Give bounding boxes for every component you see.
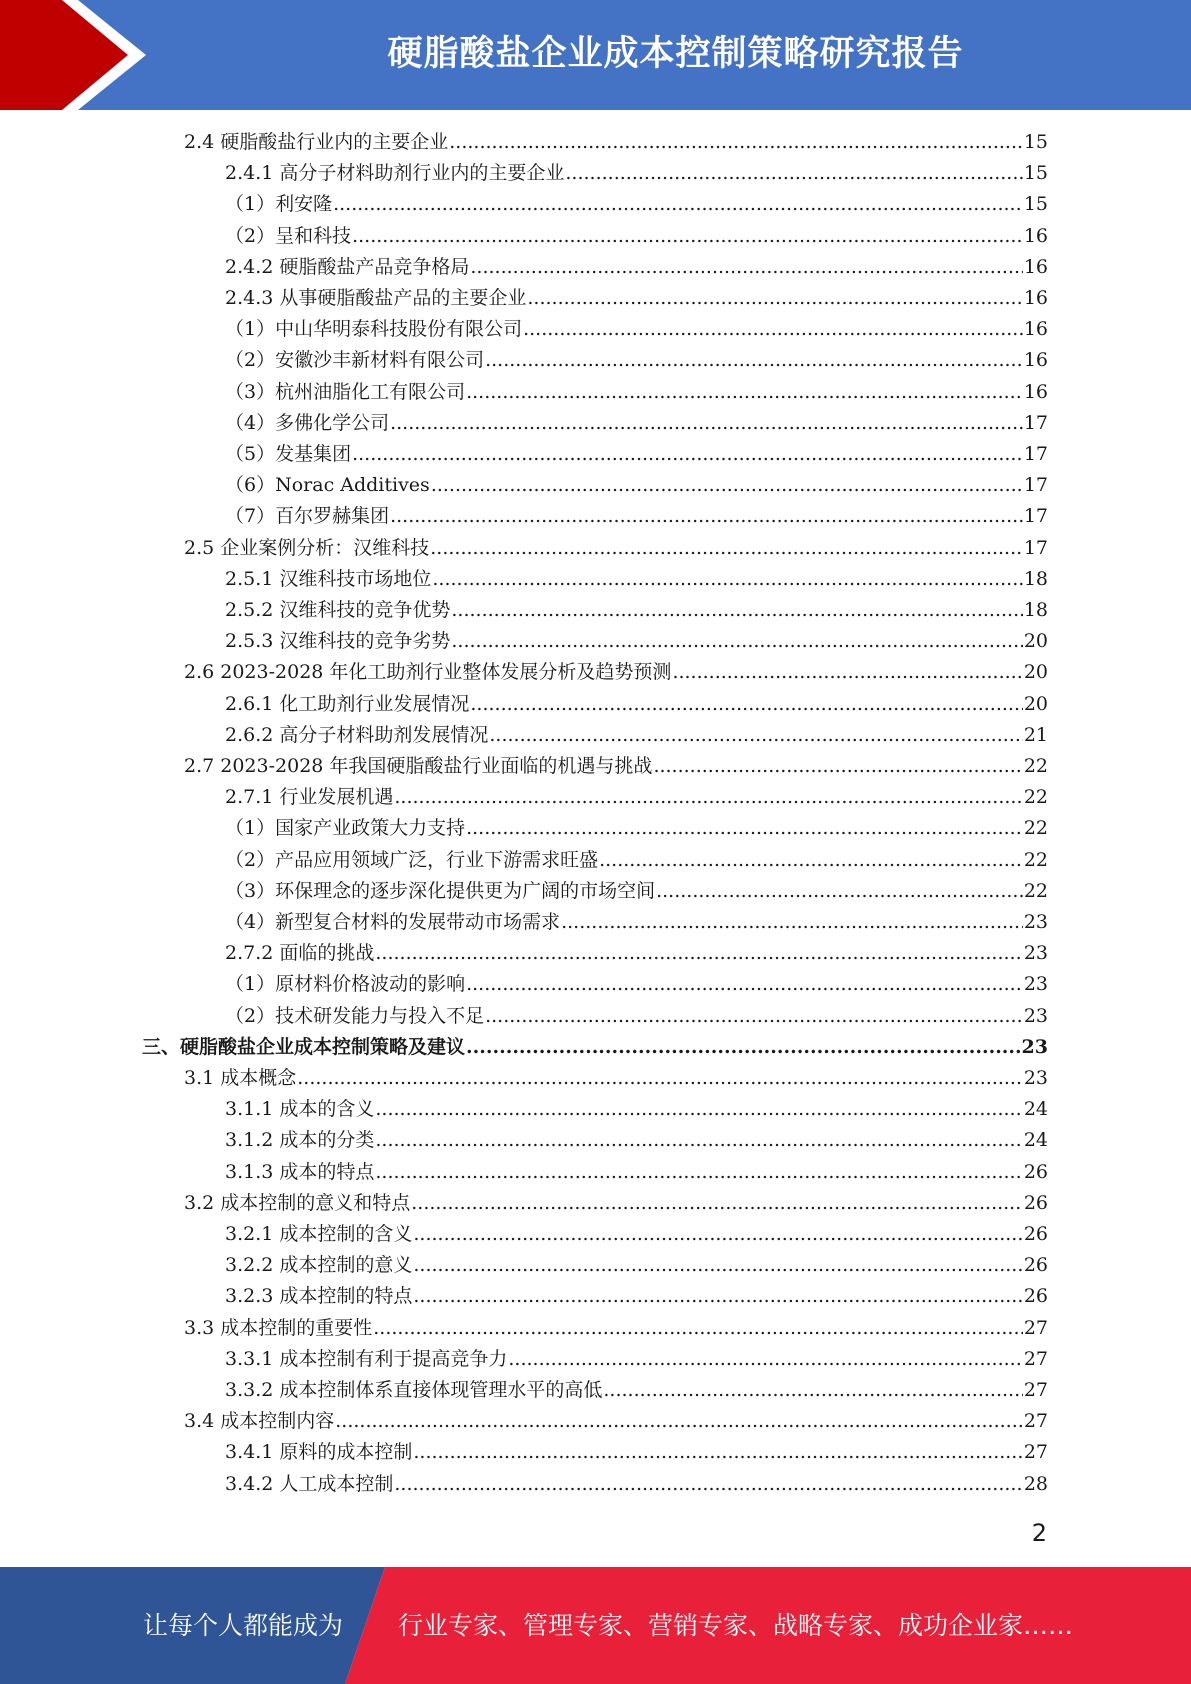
toc-entry-label: 2.4 硬脂酸盐行业内的主要企业 bbox=[184, 131, 449, 153]
toc-entry[interactable] bbox=[225, 345, 1048, 376]
toc-entry-label: 2.6.2 高分子材料助剂发展情况 bbox=[225, 723, 489, 746]
footer-slogan-right: 行业专家、管理专家、营销专家、战略专家、成功企业家…… bbox=[398, 1611, 1074, 1640]
toc-entry-label: （1）国家产业政策大力支持 bbox=[225, 817, 466, 840]
toc-dot-leader bbox=[451, 595, 1022, 626]
toc-entry[interactable] bbox=[225, 408, 1048, 439]
toc-entry[interactable] bbox=[225, 938, 1048, 969]
toc-entry-page: 22 bbox=[1023, 848, 1048, 871]
toc-entry-label: （2）安徽沙丰新材料有限公司 bbox=[225, 349, 485, 372]
toc-dot-leader bbox=[413, 1250, 1022, 1281]
toc-entry-page: 24 bbox=[1023, 1129, 1048, 1152]
toc-entry-page: 26 bbox=[1023, 1285, 1048, 1308]
toc-dot-leader bbox=[466, 969, 1023, 1000]
toc-entry[interactable] bbox=[225, 501, 1048, 532]
toc-entry-page: 20 bbox=[1023, 630, 1048, 653]
toc-entry[interactable] bbox=[225, 595, 1048, 626]
toc-entry-page: 17 bbox=[1023, 443, 1048, 465]
toc-entry[interactable] bbox=[184, 127, 1048, 158]
footer-slogan-left: 让每个人都能成为 bbox=[143, 1611, 344, 1640]
toc-entry[interactable] bbox=[225, 720, 1048, 751]
toc-dot-leader bbox=[523, 314, 1023, 345]
toc-entry-page: 26 bbox=[1023, 1254, 1048, 1277]
toc-entry-label: 2.6.1 化工助剂行业发展情况 bbox=[225, 692, 470, 715]
page-number: 2 bbox=[1031, 1519, 1047, 1547]
toc-entry-label: 3.2.2 成本控制的意义 bbox=[225, 1254, 413, 1277]
toc-entry-label: （4）新型复合材料的发展带动市场需求 bbox=[225, 911, 561, 933]
toc-entry-label: （1）利安隆 bbox=[225, 193, 333, 216]
toc-entry-label: 2.5.3 汉维科技的竞争劣势 bbox=[225, 630, 451, 653]
toc-entry-page: 17 bbox=[1023, 536, 1048, 559]
toc-dot-leader bbox=[603, 1375, 1022, 1406]
toc-entry[interactable] bbox=[184, 1188, 1048, 1219]
toc-dot-leader bbox=[508, 1344, 1022, 1375]
toc-entry-page: 23 bbox=[1023, 942, 1048, 965]
toc-entry-page: 16 bbox=[1023, 349, 1048, 372]
toc-entry-label: （3）环保理念的逐步深化提供更为广阔的市场空间 bbox=[225, 879, 656, 902]
toc-entry[interactable] bbox=[225, 907, 1048, 938]
toc-entry[interactable] bbox=[225, 158, 1048, 189]
toc-entry[interactable] bbox=[225, 314, 1048, 345]
toc-entry[interactable] bbox=[225, 689, 1048, 720]
toc-entry-label: 2.5 企业案例分析：汉维科技 bbox=[184, 536, 430, 559]
toc-dot-leader bbox=[352, 439, 1023, 470]
toc-dot-leader bbox=[485, 345, 1023, 376]
toc-entry[interactable] bbox=[225, 1157, 1048, 1188]
toc-dot-leader bbox=[656, 876, 1023, 907]
toc-entry-page: 15 bbox=[1023, 131, 1048, 153]
toc-entry-page: 27 bbox=[1023, 1316, 1048, 1339]
toc-dot-leader bbox=[485, 1001, 1023, 1032]
toc-entry-label: 2.5.1 汉维科技市场地位 bbox=[225, 567, 432, 590]
toc-entry-page: 26 bbox=[1023, 1160, 1048, 1183]
toc-entry-page: 27 bbox=[1023, 1441, 1048, 1464]
toc-entry-page: 28 bbox=[1023, 1472, 1048, 1495]
toc-entry[interactable] bbox=[225, 1469, 1048, 1500]
toc-entry-page: 26 bbox=[1023, 1223, 1048, 1245]
toc-entry-label: 3.3.1 成本控制有利于提高竞争力 bbox=[225, 1347, 508, 1370]
toc-entry[interactable] bbox=[225, 1344, 1048, 1375]
toc-entry-page: 16 bbox=[1023, 224, 1048, 247]
toc-entry[interactable] bbox=[225, 221, 1048, 252]
toc-entry[interactable] bbox=[225, 1375, 1048, 1406]
toc-dot-leader bbox=[599, 845, 1023, 876]
toc-dot-leader bbox=[352, 221, 1023, 252]
toc-entry-label: 2.4.2 硬脂酸盐产品竞争格局 bbox=[225, 255, 470, 278]
toc-entry-label: 3.3.2 成本控制体系直接体现管理水平的高低 bbox=[225, 1379, 603, 1401]
toc-dot-leader bbox=[672, 657, 1022, 688]
toc-entry[interactable] bbox=[184, 751, 1048, 782]
toc-dot-leader bbox=[466, 1032, 1021, 1063]
toc-entry-page: 23 bbox=[1023, 1067, 1048, 1089]
toc-dot-leader bbox=[561, 907, 1023, 938]
toc-entry-label: （1）中山华明泰科技股份有限公司 bbox=[225, 318, 523, 341]
toc-entry[interactable] bbox=[225, 813, 1048, 844]
toc-dot-leader bbox=[297, 1063, 1023, 1094]
report-title: 硬脂酸盐企业成本控制策略研究报告 bbox=[387, 34, 964, 74]
toc-entry-label: （6）Norac Additives bbox=[225, 474, 430, 497]
toc-entry-label: （5）发基集团 bbox=[225, 443, 352, 465]
toc-dot-leader bbox=[411, 1188, 1023, 1219]
toc-entry-page: 18 bbox=[1023, 599, 1048, 621]
toc-dot-leader bbox=[373, 1313, 1023, 1344]
toc-entry-label: （4）多佛化学公司 bbox=[225, 411, 390, 434]
toc-entry-label: （7）百尔罗赫集团 bbox=[225, 505, 390, 528]
toc-entry-label: （2）产品应用领域广泛，行业下游需求旺盛 bbox=[225, 848, 599, 871]
toc-dot-leader bbox=[466, 377, 1023, 408]
toc-entry[interactable] bbox=[225, 252, 1048, 283]
toc-entry-label: 3.2 成本控制的意义和特点 bbox=[184, 1191, 411, 1214]
toc-entry[interactable] bbox=[142, 1032, 1048, 1063]
toc-dot-leader bbox=[375, 938, 1022, 969]
toc-dot-leader bbox=[470, 252, 1022, 283]
toc-dot-leader bbox=[335, 1406, 1023, 1437]
toc-dot-leader bbox=[432, 564, 1022, 595]
toc-entry-label: 3.1.1 成本的含义 bbox=[225, 1098, 375, 1121]
toc-dot-leader bbox=[466, 813, 1023, 844]
toc-entry-label: （2）呈和科技 bbox=[225, 224, 352, 247]
toc-entry-page: 22 bbox=[1023, 879, 1048, 902]
toc-dot-leader bbox=[449, 127, 1023, 158]
toc-dot-leader bbox=[527, 283, 1022, 314]
toc-entry-label: 2.4.1 高分子材料助剂行业内的主要企业 bbox=[225, 162, 565, 185]
toc-entry[interactable] bbox=[225, 626, 1048, 657]
toc-entry[interactable] bbox=[184, 1063, 1048, 1094]
toc-entry-page: 15 bbox=[1023, 193, 1048, 216]
toc-entry-label: 3.1 成本概念 bbox=[184, 1067, 297, 1089]
toc-dot-leader bbox=[565, 158, 1022, 189]
toc-entry[interactable] bbox=[225, 377, 1048, 408]
toc-entry-page: 22 bbox=[1023, 786, 1048, 809]
toc-entry[interactable] bbox=[184, 657, 1048, 688]
toc-entry[interactable] bbox=[225, 845, 1048, 876]
toc-entry-page: 23 bbox=[1021, 1035, 1048, 1058]
toc-entry-page: 22 bbox=[1023, 817, 1048, 840]
toc-entry-page: 27 bbox=[1023, 1379, 1048, 1401]
toc-entry-page: 26 bbox=[1023, 1191, 1048, 1214]
toc-entry-page: 17 bbox=[1023, 411, 1048, 434]
toc-entry[interactable] bbox=[225, 1001, 1048, 1032]
toc-entry-label: 2.7 2023-2028 年我国硬脂酸盐行业面临的机遇与挑战 bbox=[184, 755, 653, 777]
toc-entry-page: 16 bbox=[1023, 287, 1048, 309]
toc-entry-label: 2.6 2023-2028 年化工助剂行业整体发展分析及趋势预测 bbox=[184, 661, 672, 684]
toc-entry[interactable] bbox=[184, 1313, 1048, 1344]
toc-dot-leader bbox=[413, 1219, 1022, 1250]
toc-entry[interactable] bbox=[184, 533, 1048, 564]
toc-entry[interactable] bbox=[225, 189, 1048, 220]
toc-dot-leader bbox=[653, 751, 1022, 782]
toc-entry-label: 2.4.3 从事硬脂酸盐产品的主要企业 bbox=[225, 287, 527, 309]
toc-entry-page: 16 bbox=[1023, 380, 1048, 403]
toc-entry-label: 2.5.2 汉维科技的竞争优势 bbox=[225, 599, 451, 621]
toc-dot-leader bbox=[489, 720, 1022, 751]
toc-entry-label: 3.2.1 成本控制的含义 bbox=[225, 1223, 413, 1245]
toc-dot-leader bbox=[375, 1094, 1022, 1125]
toc-entry-page: 20 bbox=[1023, 692, 1048, 715]
toc-dot-leader bbox=[375, 1125, 1022, 1156]
toc-entry-page: 21 bbox=[1023, 723, 1048, 746]
toc-entry-label: 3.2.3 成本控制的特点 bbox=[225, 1285, 413, 1308]
toc-dot-leader bbox=[333, 189, 1023, 220]
toc-dot-leader bbox=[430, 533, 1023, 564]
toc-dot-leader bbox=[390, 408, 1023, 439]
toc-entry[interactable] bbox=[225, 564, 1048, 595]
toc-entry[interactable] bbox=[225, 1281, 1048, 1312]
toc-dot-leader bbox=[375, 1157, 1022, 1188]
toc-dot-leader bbox=[394, 1469, 1022, 1500]
toc-dot-leader bbox=[451, 626, 1022, 657]
toc-entry[interactable] bbox=[225, 283, 1048, 314]
toc-entry-page: 27 bbox=[1023, 1410, 1048, 1433]
toc-entry[interactable] bbox=[225, 1094, 1048, 1125]
toc-entry-label: 3.4 成本控制内容 bbox=[184, 1410, 335, 1433]
page-header bbox=[0, 0, 1191, 110]
toc-dot-leader bbox=[470, 689, 1022, 720]
toc-entry-page: 17 bbox=[1023, 505, 1048, 528]
toc-entry[interactable] bbox=[225, 470, 1048, 501]
toc-entry-page: 15 bbox=[1023, 162, 1048, 185]
toc-entry-page: 23 bbox=[1023, 911, 1048, 933]
toc-entry[interactable] bbox=[225, 969, 1048, 1000]
toc-entry-page: 20 bbox=[1023, 661, 1048, 684]
toc-entry-label: 2.7.2 面临的挑战 bbox=[225, 942, 375, 965]
toc-entry-label: （2）技术研发能力与投入不足 bbox=[225, 1004, 485, 1027]
toc-entry-page: 23 bbox=[1023, 973, 1048, 996]
toc-entry-page: 24 bbox=[1023, 1098, 1048, 1121]
toc-entry[interactable] bbox=[225, 439, 1048, 470]
toc-entry[interactable] bbox=[225, 1125, 1048, 1156]
toc-entry-page: 23 bbox=[1023, 1004, 1048, 1027]
toc-entry-label: 3.1.2 成本的分类 bbox=[225, 1129, 375, 1152]
toc-entry-label: 3.1.3 成本的特点 bbox=[225, 1160, 375, 1183]
toc-dot-leader bbox=[413, 1437, 1022, 1468]
toc-entry-label: 三、硬脂酸盐企业成本控制策略及建议 bbox=[142, 1035, 466, 1058]
toc-entry-page: 17 bbox=[1023, 474, 1048, 497]
toc-dot-leader bbox=[394, 782, 1022, 813]
toc-entry[interactable] bbox=[225, 782, 1048, 813]
toc-entry-page: 16 bbox=[1023, 255, 1048, 278]
toc-entry-page: 27 bbox=[1023, 1347, 1048, 1370]
page-footer bbox=[0, 1567, 1191, 1684]
toc-entry[interactable] bbox=[225, 1250, 1048, 1281]
toc-entry[interactable] bbox=[184, 1406, 1048, 1437]
toc-entry[interactable] bbox=[225, 876, 1048, 907]
toc-entry-label: （3）杭州油脂化工有限公司 bbox=[225, 380, 466, 403]
toc-entry[interactable] bbox=[225, 1219, 1048, 1250]
toc-entry-label: 3.3 成本控制的重要性 bbox=[184, 1316, 373, 1339]
toc-dot-leader bbox=[413, 1281, 1022, 1312]
toc-entry-label: （1）原材料价格波动的影响 bbox=[225, 973, 466, 996]
toc-entry-page: 22 bbox=[1023, 755, 1048, 777]
toc-entry-label: 3.4.1 原料的成本控制 bbox=[225, 1441, 413, 1464]
toc-entry-page: 16 bbox=[1023, 318, 1048, 341]
toc-entry-label: 3.4.2 人工成本控制 bbox=[225, 1472, 394, 1495]
toc-entry-page: 18 bbox=[1023, 567, 1048, 590]
toc-dot-leader bbox=[431, 470, 1023, 501]
toc-entry-label: 2.7.1 行业发展机遇 bbox=[225, 786, 394, 809]
header-chevron-decoration bbox=[0, 0, 160, 110]
toc-entry[interactable] bbox=[225, 1437, 1048, 1468]
toc-dot-leader bbox=[390, 501, 1023, 532]
